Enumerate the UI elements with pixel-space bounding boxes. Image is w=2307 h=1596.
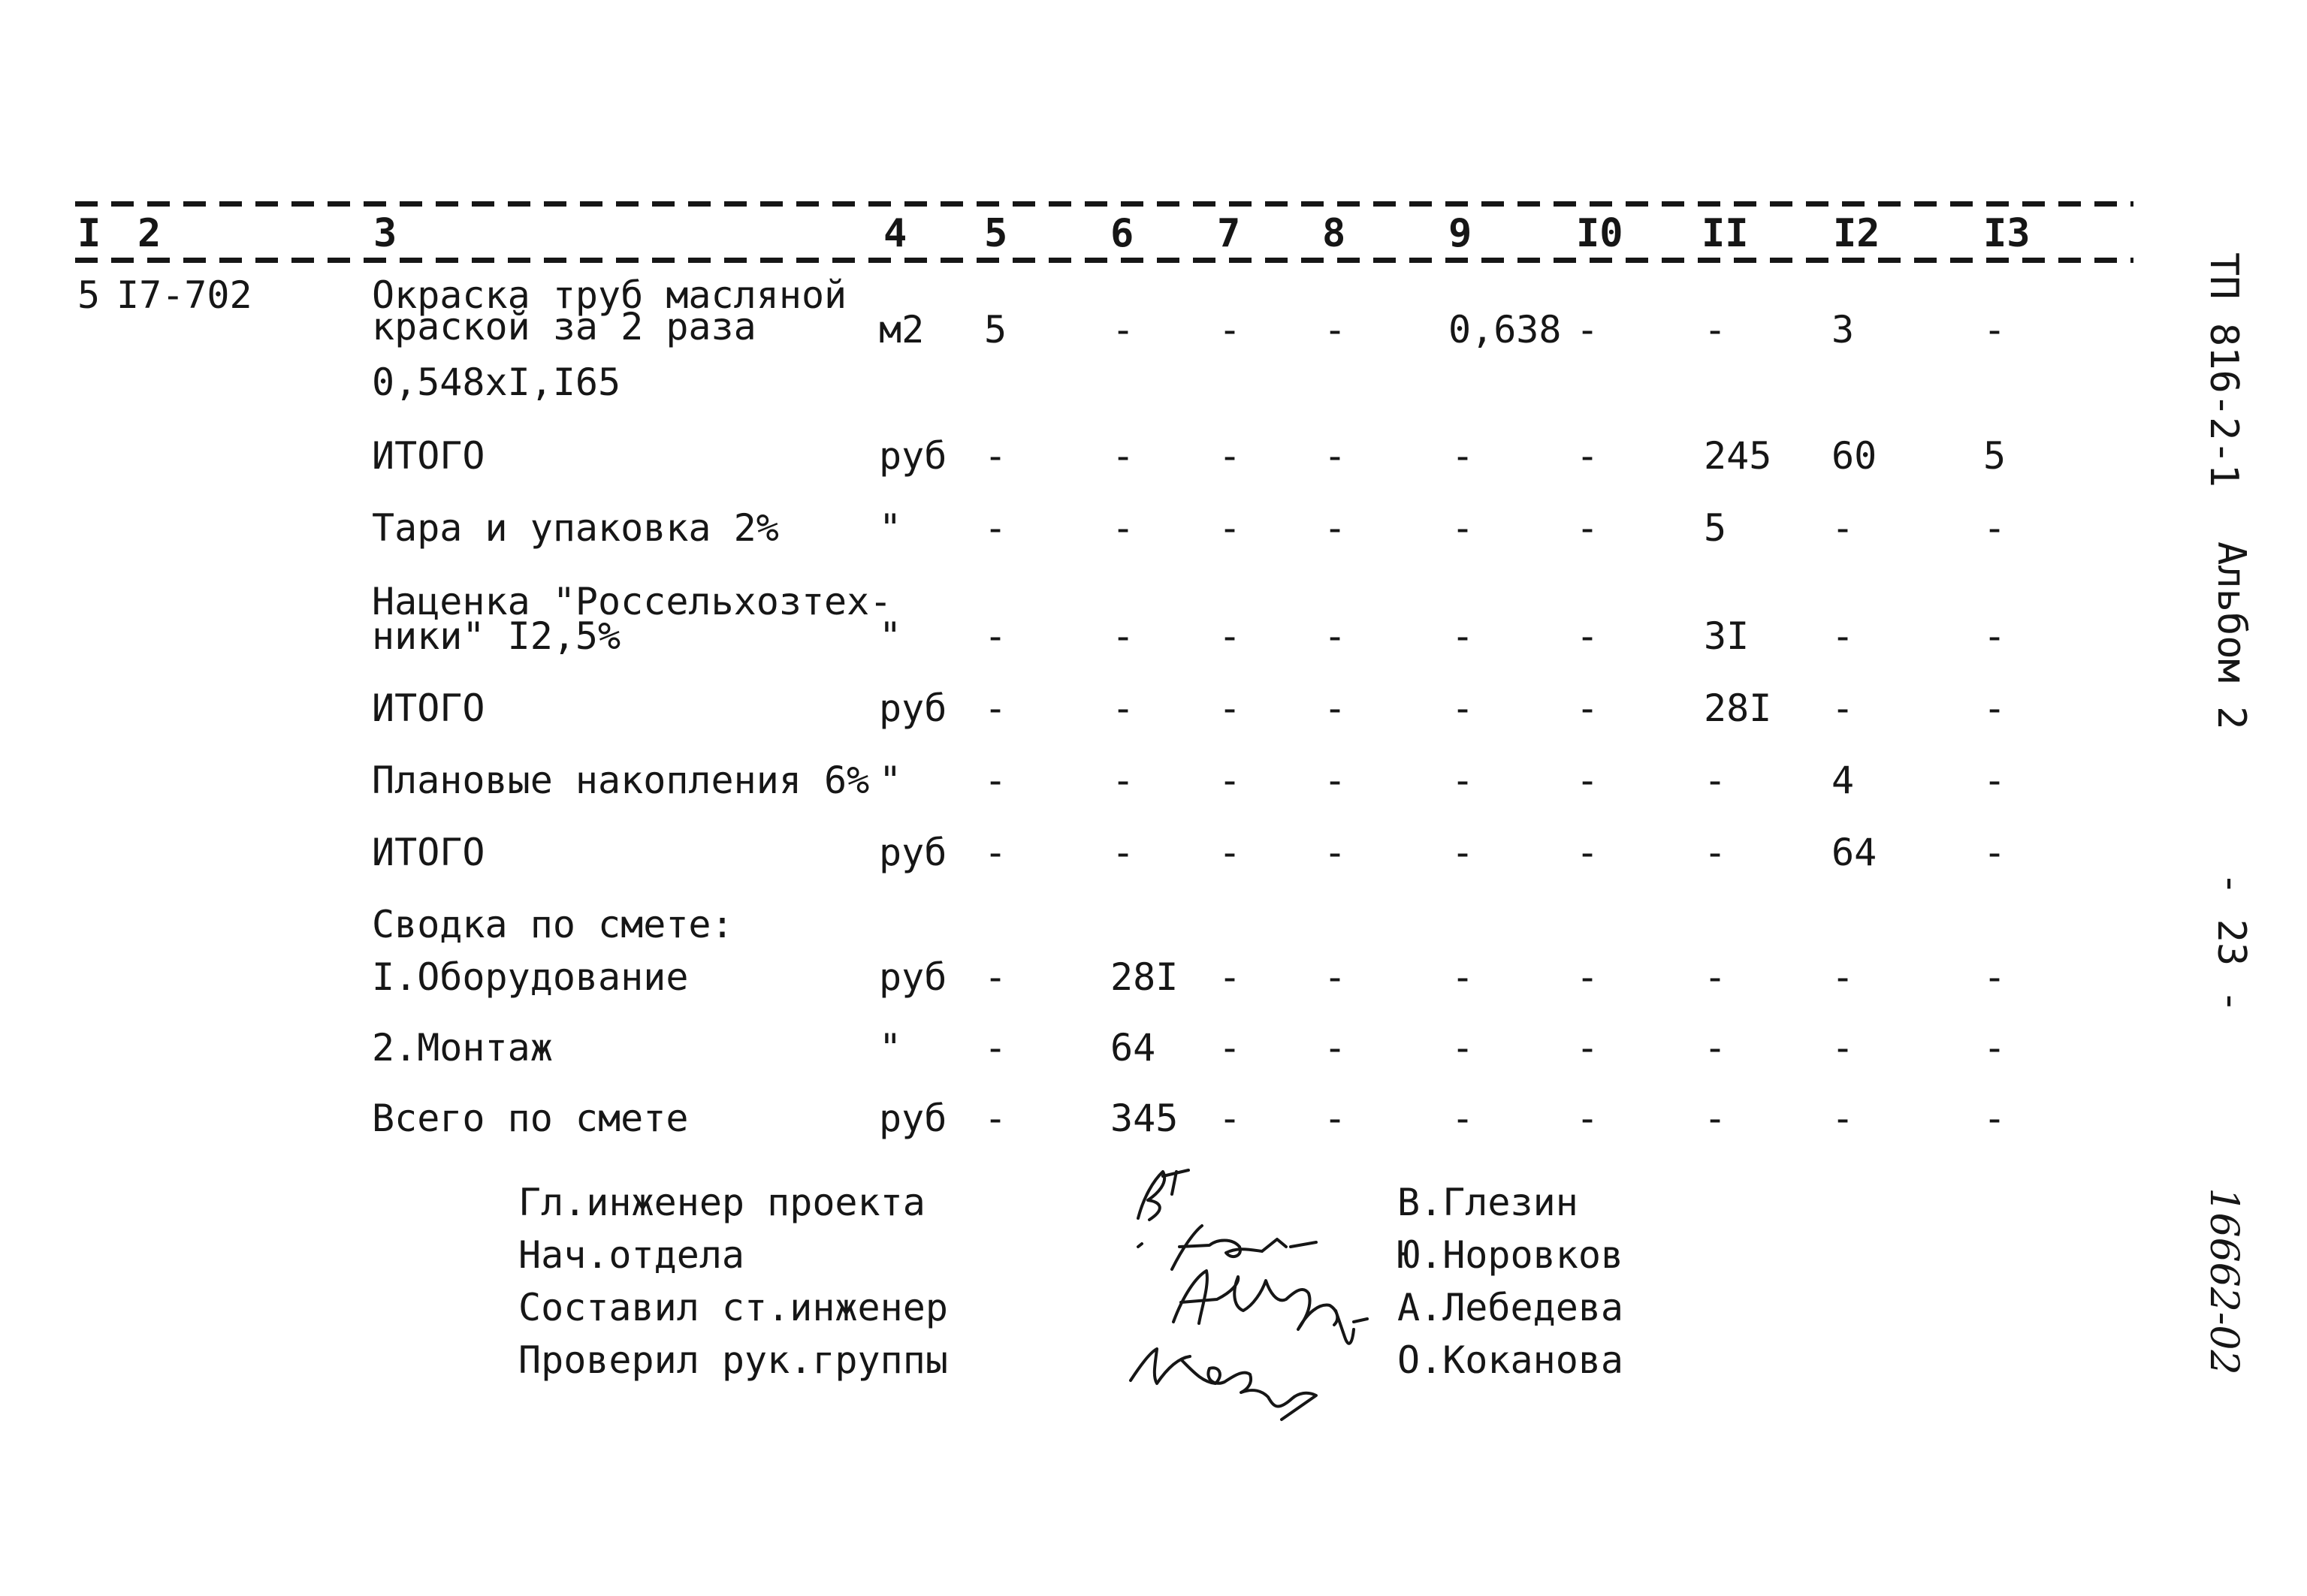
cell-col-6: 28I: [1110, 955, 1179, 999]
cell-col-6: 345: [1110, 1097, 1179, 1140]
cell-col-9: -: [1451, 1026, 1475, 1070]
cell-col-11: -: [1704, 955, 1727, 999]
unit-cell: ": [879, 614, 902, 658]
cell-col-11: 28I: [1704, 686, 1772, 730]
cell-col-13: -: [1983, 831, 2007, 874]
cell-col-9: -: [1451, 506, 1475, 550]
cell-col-9: -: [1451, 686, 1475, 730]
cell-col-6: -: [1112, 831, 1135, 874]
row-description: ИТОГО: [372, 434, 485, 478]
cell-col-5: -: [984, 506, 1007, 550]
unit-cell: руб: [879, 1097, 947, 1140]
cell-col-10: -: [1576, 955, 1599, 999]
cell-col-11: -: [1704, 308, 1727, 351]
col-header-7: 7: [1217, 211, 1241, 256]
signature-role-chief-engineer: Гл.инженер проекта: [518, 1181, 926, 1224]
col-header-1: I: [77, 211, 101, 256]
cell-col-13: -: [1983, 1097, 2007, 1140]
rate-code: I7-702: [116, 273, 252, 317]
cell-col-13: -: [1983, 955, 2007, 999]
cell-col-9: -: [1451, 434, 1475, 478]
cell-col-12: 60: [1831, 434, 1877, 478]
cell-col-10: -: [1576, 434, 1599, 478]
row-description: Плановые накопления 6%: [372, 759, 870, 802]
unit-cell: ": [879, 1026, 902, 1070]
col-header-8: 8: [1322, 211, 1346, 256]
cell-col-10: -: [1576, 759, 1599, 802]
signature-name-department-head: Ю.Норовков: [1397, 1233, 1624, 1277]
row-description-line-2: ники" I2,5%: [372, 614, 621, 658]
col-header-5: 5: [984, 211, 1008, 256]
side-page-number: - 23 -: [2209, 872, 2254, 1013]
cell-col-12: -: [1831, 506, 1855, 550]
col-header-9: 9: [1448, 211, 1472, 256]
cell-col-12: -: [1831, 955, 1855, 999]
handwritten-signature-compiler: [1173, 1271, 1367, 1344]
cell-col-5: -: [984, 831, 1007, 874]
cell-col-10: -: [1576, 506, 1599, 550]
cell-col-9: -: [1451, 759, 1475, 802]
cell-col-11: 5: [1704, 506, 1727, 550]
cell-col-9: -: [1451, 955, 1475, 999]
side-inventory-number: 16662-02: [2201, 1187, 2246, 1375]
cell-col-7: -: [1218, 506, 1242, 550]
cell-col-13: -: [1983, 308, 2007, 351]
row-description: Всего по смете: [372, 1097, 689, 1140]
row-description: Тара и упаковка 2%: [372, 506, 779, 550]
unit-cell: руб: [879, 434, 947, 478]
unit-cell: руб: [879, 831, 947, 874]
cell-col-11: -: [1704, 759, 1727, 802]
signature-role-department-head: Нач.отдела: [518, 1233, 745, 1277]
cell-col-5: -: [984, 759, 1007, 802]
cell-col-12: -: [1831, 686, 1855, 730]
cell-col-8: -: [1324, 614, 1347, 658]
cell-col-11: -: [1704, 1026, 1727, 1070]
cell-col-6: 64: [1110, 1026, 1156, 1070]
row-number: 5: [77, 273, 101, 317]
cell-col-7: -: [1218, 1097, 1242, 1140]
cell-col-5: -: [984, 1026, 1007, 1070]
side-doc-code: ТП 816-2-1: [2201, 252, 2246, 488]
col-header-6: 6: [1110, 211, 1134, 256]
cell-col-11: 245: [1704, 434, 1772, 478]
col-header-10: I0: [1576, 211, 1623, 256]
cell-col-12: 3: [1831, 308, 1855, 351]
cell-col-12: -: [1831, 1097, 1855, 1140]
cell-col-8: -: [1324, 1097, 1347, 1140]
unit-cell: ": [879, 506, 902, 550]
cell-col-6: -: [1112, 308, 1135, 351]
cell-col-7: -: [1218, 686, 1242, 730]
cell-col-10: -: [1576, 831, 1599, 874]
row-description-line-1: Окраска труб масляной: [372, 273, 847, 317]
cell-col-13: -: [1983, 1026, 2007, 1070]
cell-col-13: 5: [1983, 434, 2007, 478]
side-album: Альбом 2: [2209, 542, 2254, 730]
row-description: I.Оборудование: [372, 955, 689, 999]
cell-col-7: -: [1218, 759, 1242, 802]
cell-col-12: -: [1831, 1026, 1855, 1070]
row-description: ИТОГО: [372, 831, 485, 874]
cell-col-6: -: [1112, 686, 1135, 730]
cell-col-7: -: [1218, 614, 1242, 658]
summary-title: Сводка по смете:: [372, 903, 734, 946]
cell-col-11: 3I: [1704, 614, 1750, 658]
cell-col-5: -: [984, 1097, 1007, 1140]
cell-col-5: -: [984, 955, 1007, 999]
cell-col-8: -: [1324, 506, 1347, 550]
cell-col-9: -: [1451, 1097, 1475, 1140]
col-header-3: 3: [373, 211, 397, 256]
cell-col-7: -: [1218, 831, 1242, 874]
cell-col-7: -: [1218, 434, 1242, 478]
col-header-4: 4: [883, 211, 907, 256]
signature-role-checker: Проверил рук.группы: [518, 1338, 948, 1382]
unit-cell: руб: [879, 686, 947, 730]
cell-col-9: 0,638: [1448, 308, 1562, 351]
signature-name-checker: О.Коканова: [1397, 1338, 1624, 1382]
col-header-12: I2: [1833, 211, 1880, 256]
cell-col-8: -: [1324, 308, 1347, 351]
cell-col-13: -: [1983, 506, 2007, 550]
row-description-line-3: 0,548xI,I65: [372, 361, 621, 404]
cell-col-13: -: [1983, 759, 2007, 802]
cell-col-11: -: [1704, 1097, 1727, 1140]
cell-col-9: -: [1451, 614, 1475, 658]
col-header-13: I3: [1983, 211, 2031, 256]
handwritten-signature-checker: [1131, 1349, 1316, 1420]
cell-col-8: -: [1324, 831, 1347, 874]
cell-col-12: 4: [1831, 759, 1855, 802]
cell-col-5: -: [984, 686, 1007, 730]
cell-col-8: -: [1324, 1026, 1347, 1070]
cell-col-6: -: [1112, 759, 1135, 802]
cell-col-5: -: [984, 434, 1007, 478]
col-header-11: II: [1702, 211, 1749, 256]
cell-col-10: -: [1576, 1026, 1599, 1070]
row-description: 2.Монтаж: [372, 1026, 553, 1070]
signature-name-compiler: А.Лебедева: [1397, 1286, 1624, 1329]
cell-col-6: -: [1112, 506, 1135, 550]
cell-col-10: -: [1576, 1097, 1599, 1140]
handwritten-signature-chief-engineer: [1138, 1170, 1188, 1220]
signature-name-chief-engineer: В.Глезин: [1397, 1181, 1578, 1224]
cell-col-5: 5: [984, 308, 1007, 351]
row-description-line-1: Наценка "Россельхозтех-: [372, 580, 892, 623]
cell-col-8: -: [1324, 955, 1347, 999]
cell-col-7: -: [1218, 1026, 1242, 1070]
cell-col-6: -: [1112, 614, 1135, 658]
handwritten-signature-department-head: [1138, 1226, 1316, 1269]
col-header-2: 2: [137, 211, 162, 256]
cell-col-10: -: [1576, 614, 1599, 658]
cell-col-7: -: [1218, 955, 1242, 999]
cell-col-6: -: [1112, 434, 1135, 478]
cell-col-10: -: [1576, 308, 1599, 351]
cell-col-7: -: [1218, 308, 1242, 351]
cell-col-8: -: [1324, 759, 1347, 802]
cell-col-13: -: [1983, 686, 2007, 730]
unit-cell: м2: [879, 308, 925, 351]
row-description: ИТОГО: [372, 686, 485, 730]
cell-col-5: -: [984, 614, 1007, 658]
cell-col-12: -: [1831, 614, 1855, 658]
unit-cell: ": [879, 759, 902, 802]
cell-col-9: -: [1451, 831, 1475, 874]
cell-col-11: -: [1704, 831, 1727, 874]
signature-role-compiler: Составил ст.инженер: [518, 1286, 948, 1329]
cell-col-8: -: [1324, 686, 1347, 730]
cell-col-8: -: [1324, 434, 1347, 478]
cell-col-13: -: [1983, 614, 2007, 658]
unit-cell: руб: [879, 955, 947, 999]
row-description-line-2: краской за 2 раза: [372, 305, 756, 348]
cell-col-10: -: [1576, 686, 1599, 730]
cell-col-12: 64: [1831, 831, 1877, 874]
